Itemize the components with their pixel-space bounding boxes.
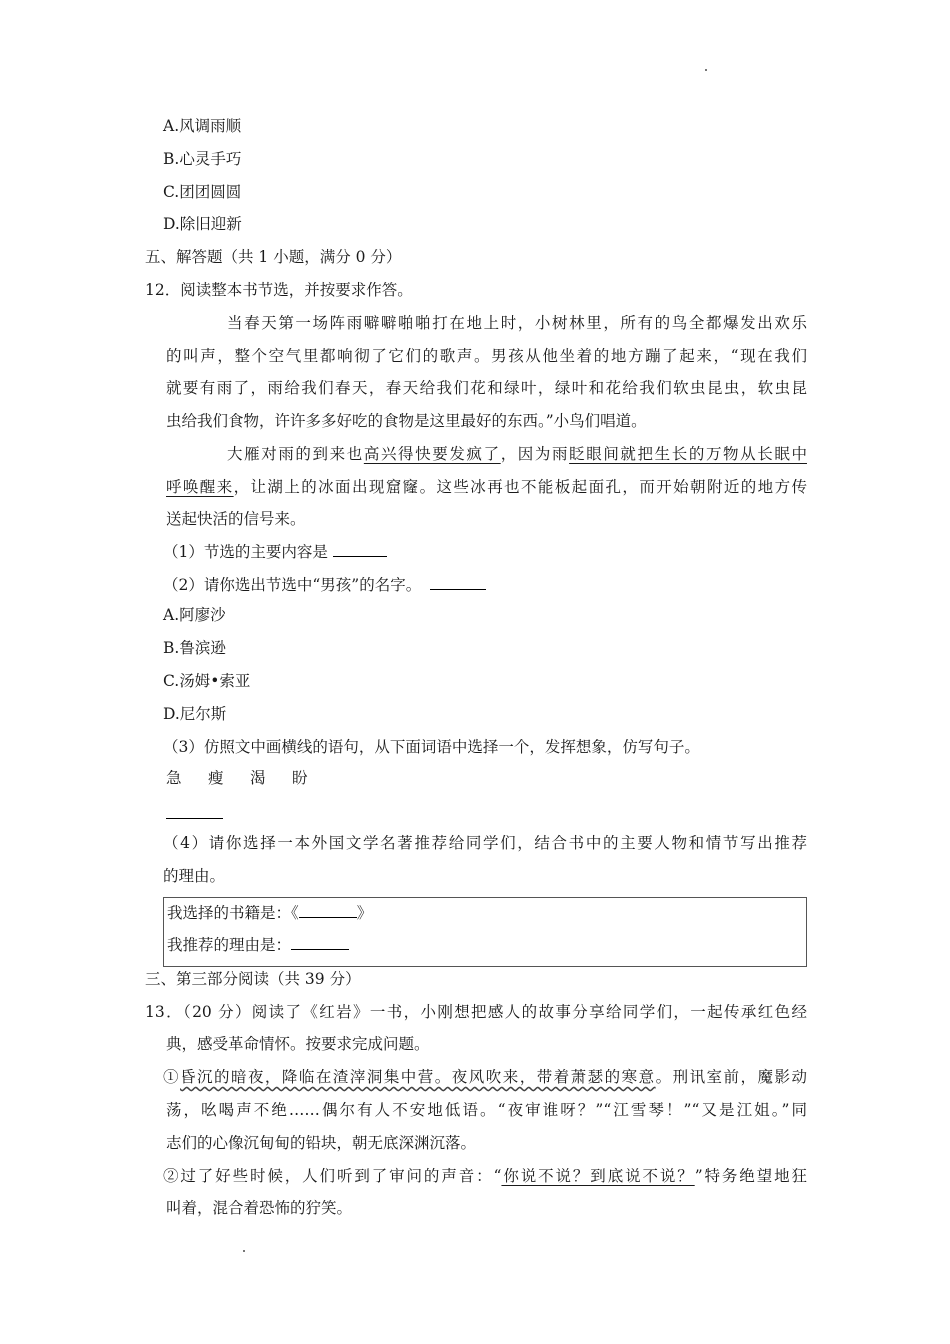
box-book-line: 我选择的书籍是：《 》 (167, 904, 373, 922)
q12-sub2: （2）请你选出节选中“男孩”的名字。 (163, 575, 486, 595)
scan-speck (705, 69, 707, 71)
word-choice: 盼 (292, 769, 308, 787)
word-choice: 急 (166, 769, 182, 787)
q12-intro: 12．阅读整本书节选，并按要求作答。 (145, 281, 413, 299)
box-reason-line: 我推荐的理由是： (167, 935, 349, 955)
book-title-blank[interactable] (299, 903, 357, 918)
q13-line1: 13．（20 分）阅读了《红岩》一书，小刚想把感人的故事分享给同学们，一起传承红色经 (145, 1003, 807, 1021)
option-c: C.团团圆圆 (163, 183, 242, 201)
underlined-phrase: 你说不说？到底说不说？ (501, 1167, 695, 1185)
section-3-title: 三、第三部分阅读（共 39 分） (145, 970, 361, 988)
q13-p2-line1: ②过了好些时候，人们听到了审问的声音：“你说不说？到底说不说？”特务绝望地狂 (163, 1167, 807, 1185)
q13-p2-line2: 叫着，混合着恐怖的狞笑。 (166, 1199, 353, 1217)
option-a: A.风调雨顺 (163, 117, 242, 135)
option-b: B.心灵手巧 (163, 150, 242, 168)
q12-sub2-option-c: C.汤姆•索亚 (163, 672, 251, 690)
q12-sub2-option-b: B.鲁滨逊 (163, 639, 226, 657)
underlined-phrase: 眨眼间就把生长的万物从长眠中 (569, 445, 807, 463)
q12-sub4-line2: 的理由。 (163, 867, 226, 885)
q12-sub4-line1: （4）请你选择一本外国文学名著推荐给同学们，结合书中的主要人物和情节写出推荐 (163, 834, 807, 852)
scan-speck (243, 1250, 245, 1252)
answer-blank[interactable] (333, 542, 387, 557)
q12-p1-line3: 就要有雨了，雨给我们春天，春天给我们花和绿叶，绿叶和花给我们软虫昆虫，软虫昆 (166, 379, 807, 397)
q12-p1-line2: 的叫声，整个空气里都响彻了它们的歌声。男孩从他坐着的地方蹦了起来，“现在我们 (166, 347, 807, 365)
q12-sub2-option-d: D.尼尔斯 (163, 705, 227, 723)
word-choice: 渴 (250, 769, 266, 787)
recommendation-box (163, 897, 807, 967)
q12-p2-line1: 大雁对雨的到来也高兴得快要发疯了，因为雨眨眼间就把生长的万物从长眠中 (227, 445, 807, 463)
q13-p1-line2: 荡，吆喝声不绝……偶尔有人不安地低语。“夜审谁呀？”“江雪琴！”“又是江姐。”同 (166, 1101, 807, 1119)
q12-p1-line4: 虫给我们食物，许许多多好吃的食物是这里最好的东西。”小鸟们唱道。 (166, 412, 647, 430)
answer-blank[interactable] (430, 575, 486, 590)
q12-p1-line1: 当春天第一场阵雨噼噼啪啪打在地上时，小树林里，所有的鸟全都爆发出欢乐 (227, 314, 807, 332)
q12-sub3: （3）仿照文中画横线的语句，从下面词语中选择一个，发挥想象，仿写句子。 (163, 738, 700, 756)
underlined-phrase: 呼唤醒来 (166, 478, 234, 496)
word-choice: 瘦 (208, 769, 224, 787)
q13-p1-line1: ①昏沉的暗夜，降临在渣滓洞集中营。夜风吹来，带着萧瑟的寒意。刑讯室前，魔影动 (163, 1068, 807, 1086)
q13-line2: 典，感受革命情怀。按要求完成问题。 (166, 1035, 430, 1053)
option-d: D.除旧迎新 (163, 215, 242, 233)
q12-sub1: （1）节选的主要内容是 (163, 542, 387, 562)
reason-blank[interactable] (291, 935, 349, 950)
q13-p1-line3: 志们的心像沉甸甸的铅块，朝无底深渊沉落。 (166, 1134, 477, 1152)
section-5-title: 五、解答题（共 1 小题，满分 0 分） (145, 248, 402, 266)
q12-p2-line2: 呼唤醒来，让湖上的冰面出现窟窿。这些冰再也不能板起面孔，而开始朝附近的地方传 (166, 478, 807, 496)
q12-sub2-option-a: A.阿廖沙 (163, 606, 226, 624)
q12-p2-line3: 送起快活的信号来。 (166, 510, 306, 528)
answer-blank[interactable] (166, 818, 223, 819)
wavy-underlined-phrase: 昏沉的暗夜，降临在渣滓洞集中营。夜风吹来，带着萧瑟的寒意 (180, 1068, 656, 1086)
underlined-phrase: 高兴得快要发疯了 (363, 445, 501, 463)
